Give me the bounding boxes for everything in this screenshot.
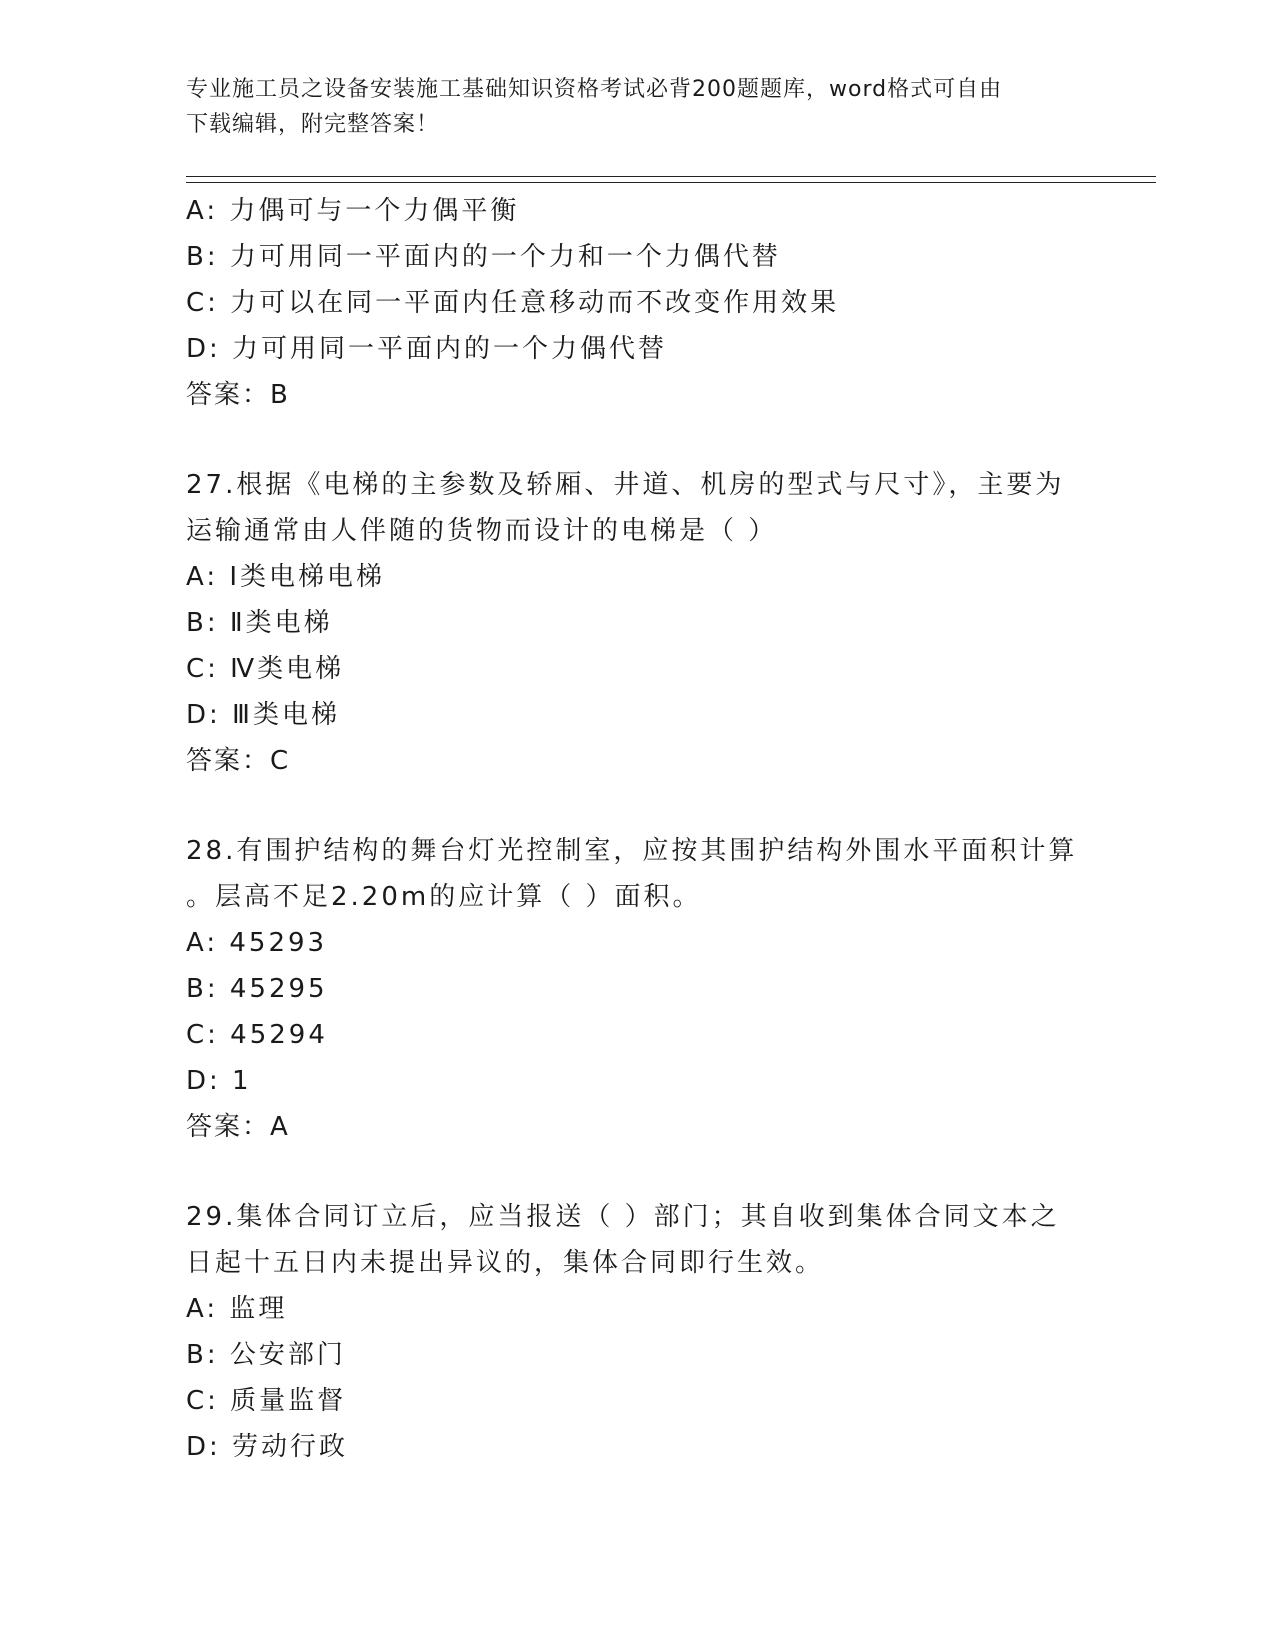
option-d: D: 劳动行政 (186, 1432, 349, 1462)
question-list (186, 188, 1086, 1470)
header-line-2: 下载编辑，附完整答案！ (186, 112, 440, 137)
option-a: A: 45293 (186, 928, 328, 958)
answer-line: 答案：C (186, 746, 291, 776)
spacer (186, 784, 1086, 828)
option-a: A: 力偶可与一个力偶平衡 (186, 196, 520, 226)
option-b: B: 公安部门 (186, 1340, 346, 1370)
option-b: B: 力可用同一平面内的一个力和一个力偶代替 (186, 242, 781, 272)
option-c: C: 质量监督 (186, 1386, 347, 1416)
question-29 (186, 1194, 1086, 1470)
header-line-1: 专业施工员之设备安装施工基础知识资格考试必背200题题库，word格式可自由 (186, 77, 1003, 102)
question-27 (186, 462, 1086, 784)
question-stem-line-2: 运输通常由人伴随的货物而设计的电梯是（ ） (186, 516, 778, 546)
option-a: A: Ⅰ类电梯电梯 (186, 562, 386, 592)
spacer (186, 418, 1086, 462)
header-divider-bottom (186, 182, 1156, 183)
option-c: C: 45294 (186, 1020, 328, 1050)
question-stem-line-2: 日起十五日内未提出异议的，集体合同即行生效。 (186, 1248, 825, 1278)
question-28 (186, 828, 1086, 1150)
question-stem-line-2: 。层高不足2.20m的应计算（ ）面积。 (186, 882, 702, 912)
question-stem-line-1: 27.根据《电梯的主参数及轿厢、井道、机房的型式与尺寸》，主要为 (186, 470, 1065, 500)
spacer (186, 1150, 1086, 1194)
option-c: C: Ⅳ类电梯 (186, 654, 345, 684)
option-c: C: 力可以在同一平面内任意移动而不改变作用效果 (186, 288, 840, 318)
question-stem-line-1: 29.集体合同订立后，应当报送（ ）部门；其自收到集体合同文本之 (186, 1202, 1060, 1232)
question-stem-line-1: 28.有围护结构的舞台灯光控制室，应按其围护结构外围水平面积计算 (186, 836, 1078, 866)
option-a: A: 监理 (186, 1294, 288, 1324)
option-b: B: 45295 (186, 974, 328, 1004)
answer-line: 答案：B (186, 380, 290, 410)
option-b: B: Ⅱ类电梯 (186, 608, 333, 638)
document-header (186, 72, 1066, 142)
option-d: D: 力可用同一平面内的一个力偶代替 (186, 334, 668, 364)
header-divider-top (186, 176, 1156, 177)
question-26 (186, 188, 1086, 418)
option-d: D: Ⅲ类电梯 (186, 700, 340, 730)
option-d: D: 1 (186, 1066, 252, 1096)
answer-line: 答案：A (186, 1112, 290, 1142)
